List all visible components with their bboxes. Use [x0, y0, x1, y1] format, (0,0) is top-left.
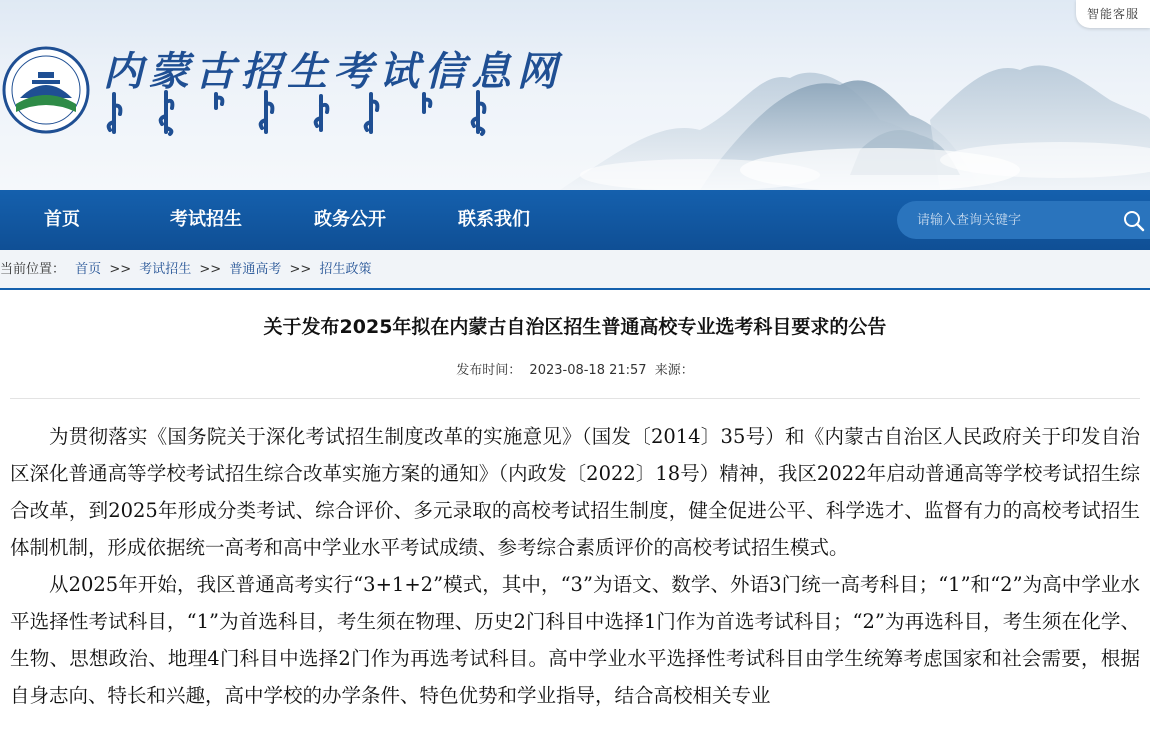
header-banner: [0, 0, 1150, 190]
article-paragraph: 从2025年开始，我区普通高考实行“3+1+2”模式，其中，“3”为语文、数学、外语3门统一高考科目；“1”和“2”为高中学业水平选择性考试科目，“1”为首选科目，考生须在物理、历史2门科目中选择1门作为首选考试科目；“2”为再选科目，考生须在化学、生物、思想政治、地理4门科目中选择2门作为再选考试科目。高中学业水平选择性考试科目由学生统筹考虑国家和社会需要，根据自身志向、特长和兴趣，高中学校的办学条件、特色优势和学业指导，结合高校相关专业: [10, 573, 1140, 707]
breadcrumb-item-home[interactable]: 首页: [75, 262, 102, 277]
publish-time-label: 发布时间：: [456, 363, 522, 378]
breadcrumb-separator: >>: [109, 262, 132, 277]
site-title: 内蒙古招生考试信息网: [103, 48, 563, 95]
source-label: 来源：: [654, 363, 694, 378]
nav-item-home[interactable]: 首页: [44, 209, 80, 230]
divider: [10, 398, 1140, 399]
breadcrumb-item-admission-policy[interactable]: 招生政策: [319, 262, 372, 277]
mongolian-script-image: [106, 88, 526, 138]
search-box: [897, 201, 1150, 239]
article-meta: [0, 359, 1150, 378]
publish-time: 2023-08-18 21:57: [529, 363, 647, 378]
article-paragraph: 为贯彻落实《国务院关于深化考试招生制度改革的实施意见》（国发〔2014〕35号）和《内蒙古自治区人民政府关于印发自治区深化普通高等学校考试招生综合改革实施方案的通知》（内政发〔2022〕18号）精神，我区2022年启动普通高等学校考试招生综合改革，到2025年形成分类考试、综合评价、多元录取的高校考试招生制度，健全促进公平、科学选才、监督有力的高校考试招生体制机制，形成依据统一高考和高中学业水平考试成绩、参考综合素质评价的高校考试招生模式。: [10, 425, 1140, 559]
breadcrumb-prefix: 当前位置：: [0, 262, 66, 277]
breadcrumb-item-general-gaokao[interactable]: 普通高考: [229, 262, 282, 277]
smart-service-button[interactable]: 智能客服: [1076, 0, 1150, 28]
article-body: [10, 418, 1140, 714]
nav-item-government-affairs[interactable]: 政务公开: [314, 209, 386, 230]
search-icon[interactable]: [1123, 210, 1145, 232]
search-input[interactable]: [917, 201, 1117, 239]
site-logo: [2, 42, 90, 138]
nav-item-exam-admission[interactable]: 考试招生: [170, 209, 242, 230]
breadcrumb-separator: >>: [289, 262, 312, 277]
breadcrumb-separator: >>: [199, 262, 222, 277]
breadcrumb-item-exam-admission[interactable]: 考试招生: [139, 262, 192, 277]
nav-item-contact-us[interactable]: 联系我们: [458, 209, 530, 230]
breadcrumb: [0, 250, 1150, 290]
article-title: 关于发布2025年拟在内蒙古自治区招生普通高校专业选考科目要求的公告: [263, 316, 887, 338]
